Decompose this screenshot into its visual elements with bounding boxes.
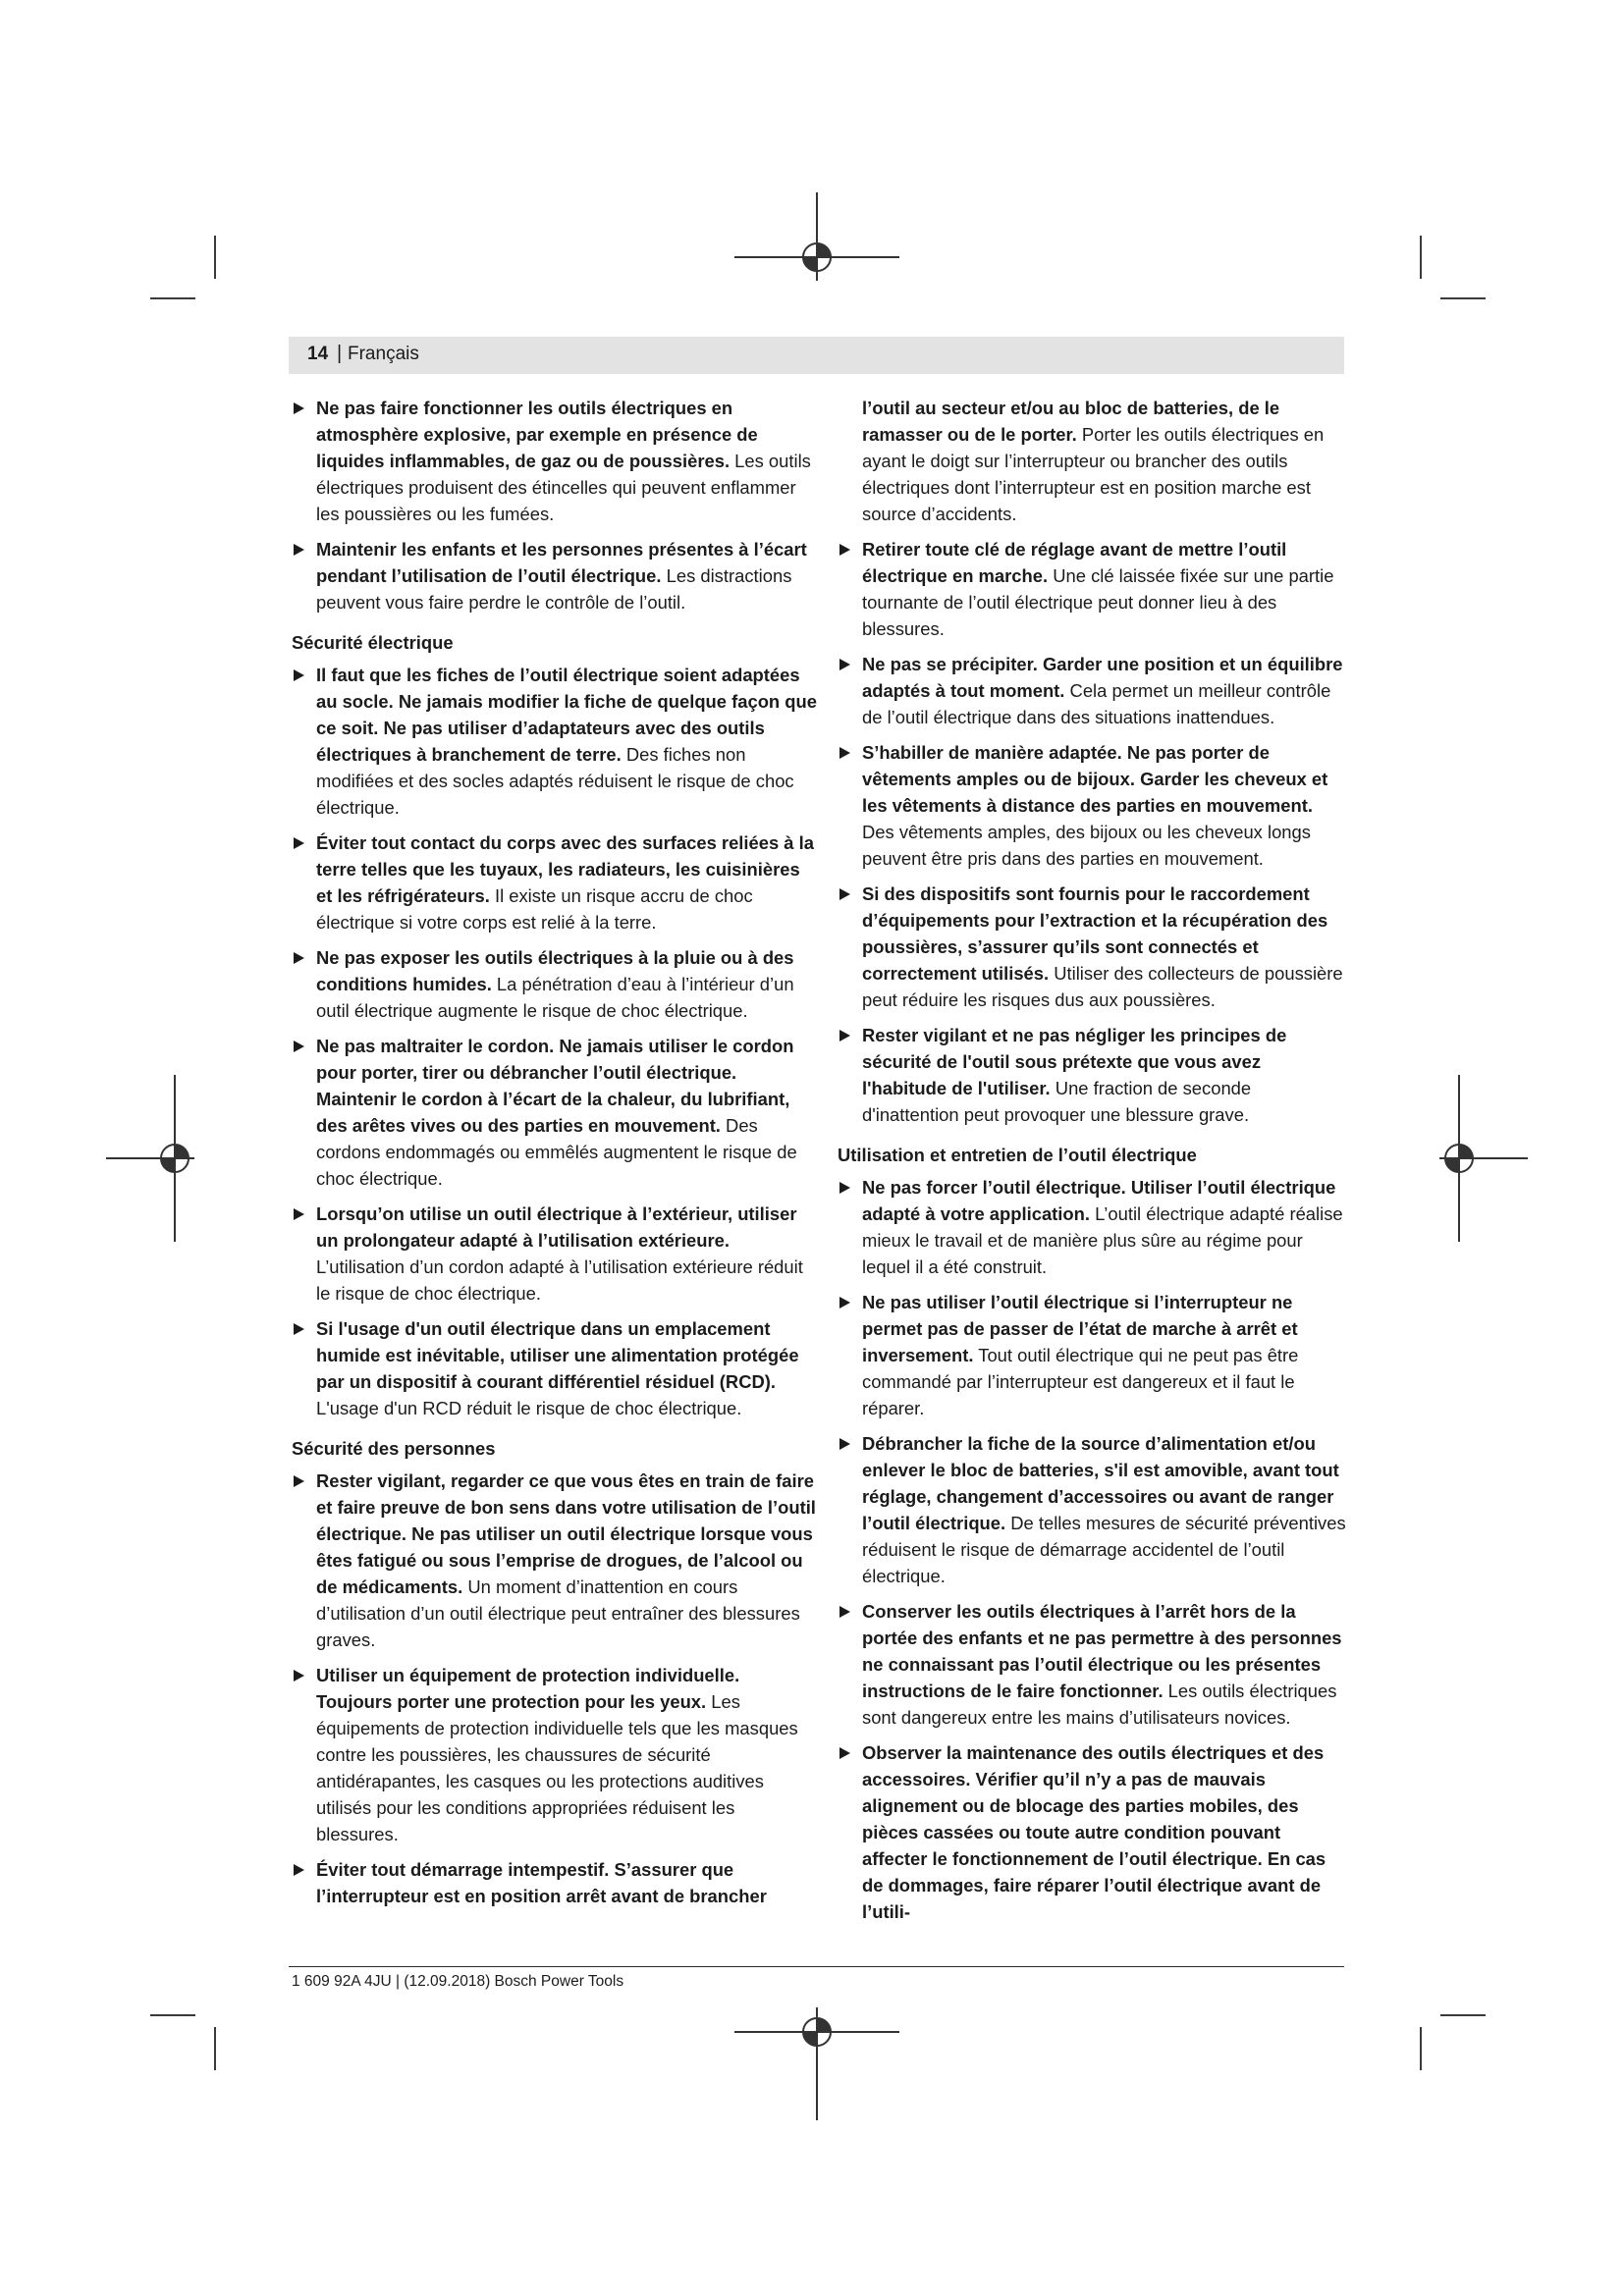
crop-mark-top-left-vertical — [214, 236, 216, 279]
list-item-bold-text: Rester vigilant, regarder ce que vous êtes en train de faire et faire preuve de bon sens dans votre utilisation de l’outil électrique. Ne pas utiliser un outil électrique lorsque vous êtes fatigué ou sous l’emprise de drogues, de l’alcool ou de médicaments. — [316, 1470, 816, 1597]
list-item-text: De telles mesures de sécurité préventives réduisent le risque de démarrage accidentel de l’outil électrique. — [862, 1513, 1346, 1586]
list-item-bold-text: Maintenir les enfants et les personnes présentes à l’écart pendant l’utilisation de l’outil électrique. — [316, 539, 807, 586]
list-item-text: Porter les outils électriques en ayant le doigt sur l’interrupteur ou brancher des outils électriques dont l’interrupteur est en position marche est source d’accidents. — [862, 424, 1325, 524]
list-item-bold-text: Lorsqu’on utilise un outil électrique à l’extérieur, utiliser un prolongateur adapté à l’utilisation extérieure. — [316, 1203, 797, 1251]
bullet-arrow-icon — [294, 1323, 304, 1335]
list-item — [838, 739, 1348, 872]
bullet-arrow-icon — [294, 837, 304, 849]
page-header-band — [289, 337, 1344, 374]
list-item-bold-text: Débrancher la fiche de la source d’alimentation et/ou enlever le bloc de batteries, s'il est amovible, avant tout réglage, changement d’accessoires ou avant de ranger l’outil électrique. — [862, 1433, 1339, 1533]
list-item-continued — [838, 395, 1348, 527]
crop-mark-bottom-right-vertical — [1420, 2027, 1422, 2070]
list-item-bold-text: Ne pas se précipiter. Garder une position et un équilibre adaptés à tout moment. — [862, 654, 1343, 701]
bullet-arrow-icon — [839, 1030, 850, 1041]
section-heading: Sécurité des personnes — [292, 1438, 496, 1459]
list-item-bold-text: Conserver les outils électriques à l’arrêt hors de la portée des enfants et ne pas permettre à des personnes ne connaissant pas l’outil électrique ou les présentes instructions de le faire fonctionner. — [862, 1601, 1342, 1701]
list-item — [292, 829, 818, 935]
list-item — [838, 651, 1348, 730]
list-item-text: Les distractions peuvent vous faire perdre le contrôle de l’outil. — [316, 565, 792, 613]
list-item — [292, 1468, 818, 1653]
list-item-text: Des fiches non modifiées et des socles adaptés réduisent le risque de choc électrique. — [316, 744, 794, 818]
list-item-bold-text: Il faut que les fiches de l’outil électrique soient adaptées au socle. Ne jamais modifier la fiche de quelque façon que ce soit. Ne pas utiliser d’adaptateurs avec des outils électriques à branchement de terre. — [316, 665, 817, 765]
list-item-text: Il existe un risque accru de choc électrique si votre corps est relié à la terre. — [316, 885, 753, 933]
registration-mark-bottom — [734, 2007, 899, 2120]
list-item-bold-text: Observer la maintenance des outils électriques et des accessoires. Vérifier qu’il n’y a pas de mauvais alignement ou de blocage des parties mobiles, des pièces cassées ou toute autre condition pouvant affecter le fonctionnement de l’outil électrique. En cas de dommages, faire réparer l’outil électrique avant de l’utili- — [862, 1742, 1326, 1922]
list-item-text: Des vêtements amples, des bijoux ou les cheveux longs peuvent être pris dans des parties en mouvement. — [862, 822, 1311, 869]
list-item-bold-text: S’habiller de manière adaptée. Ne pas porter de vêtements amples ou de bijoux. Garder les cheveux et les vêtements à distance des parties en mouvement. — [862, 742, 1328, 816]
list-item — [292, 1315, 818, 1421]
list-item-text: Les outils électriques produisent des étincelles qui peuvent enflammer les poussières ou les fumées. — [316, 451, 811, 524]
bullet-arrow-icon — [294, 544, 304, 556]
list-item — [838, 536, 1348, 642]
section-heading: Utilisation et entretien de l’outil électrique — [838, 1145, 1197, 1165]
crop-mark-bottom-right-horizontal — [1440, 2014, 1486, 2016]
registration-mark-left — [106, 1075, 194, 1242]
bullet-arrow-icon — [294, 1670, 304, 1682]
header-separator: | — [337, 343, 343, 364]
list-item-text: L’outil électrique adapté réalise mieux le travail et de manière plus sûre au régime pour lequel il a été construit. — [862, 1203, 1343, 1277]
registration-mark-top — [734, 192, 899, 281]
bullet-arrow-icon — [294, 1208, 304, 1220]
list-item-bold-text: Rester vigilant et ne pas négliger les principes de sécurité de l'outil sous prétexte que vous avez l'habitude de l'utiliser. — [862, 1025, 1287, 1098]
list-item-text: L'usage d'un RCD réduit le risque de choc électrique. — [316, 1398, 742, 1418]
bullet-arrow-icon — [294, 1041, 304, 1052]
bullet-arrow-icon — [839, 747, 850, 759]
list-item — [292, 662, 818, 821]
bullet-arrow-icon — [839, 1297, 850, 1308]
crop-mark-top-right-vertical — [1420, 236, 1422, 279]
bullet-arrow-icon — [839, 1182, 850, 1194]
list-item — [292, 1856, 818, 1909]
list-item — [292, 1201, 818, 1307]
bullet-arrow-icon — [839, 544, 850, 556]
registration-mark-right — [1439, 1075, 1528, 1242]
list-item — [838, 1289, 1348, 1421]
list-item-bold-text: Éviter tout démarrage intempestif. S’assurer que l’interrupteur est en position arrêt avant de brancher — [316, 1859, 767, 1906]
list-item-text: Utiliser des collecteurs de poussière peut réduire les risques dus aux poussières. — [862, 963, 1343, 1010]
footer-text: 1 609 92A 4JU | (12.09.2018) Bosch Power Tools — [292, 1973, 624, 1990]
crop-mark-top-left-horizontal — [150, 297, 195, 299]
list-item — [292, 1662, 818, 1847]
crop-mark-bottom-left-vertical — [214, 2027, 216, 2070]
list-item-text: Tout outil électrique qui ne peut pas être commandé par l’interrupteur est dangereux et il faut le réparer. — [862, 1345, 1299, 1418]
bullet-arrow-icon — [294, 402, 304, 414]
list-item-text: L’utilisation d’un cordon adapté à l’utilisation extérieure réduit le risque de choc électrique. — [316, 1256, 803, 1304]
list-item-bold-text: Ne pas faire fonctionner les outils électriques en atmosphère explosive, par exemple en présence de liquides inflammables, de gaz ou de poussières. — [316, 398, 758, 471]
list-item — [838, 1739, 1348, 1925]
list-item-bold-text: Éviter tout contact du corps avec des surfaces reliées à la terre telles que les tuyaux, les radiateurs, les cuisinières et les réfrigérateurs. — [316, 832, 814, 906]
list-item — [292, 395, 818, 527]
list-item-text: Les équipements de protection individuelle tels que les masques contre les poussières, les chaussures de sécurité antidérapantes, les casques ou les protections auditives utilisés pour les conditions appropriées réduisent les blessures. — [316, 1691, 798, 1844]
list-item-text: Des cordons endommagés ou emmêlés augmentent le risque de choc électrique. — [316, 1115, 797, 1189]
bullet-arrow-icon — [294, 669, 304, 681]
list-item — [838, 1598, 1348, 1731]
bullet-arrow-icon — [294, 1475, 304, 1487]
bullet-arrow-icon — [839, 888, 850, 900]
list-item-bold-text: l’outil au secteur et/ou au bloc de batteries, de le ramasser ou de le porter. — [862, 398, 1280, 445]
list-item-bold-text: Ne pas utiliser l’outil électrique si l’interrupteur ne permet pas de passer de l’état de marche à arrêt et inversement. — [862, 1292, 1298, 1365]
header-language: Français — [348, 344, 419, 364]
list-item-bold-text: Si l'usage d'un outil électrique dans un emplacement humide est inévitable, utiliser une alimentation protégée par un dispositif à courant différentiel résiduel (RCD). — [316, 1318, 799, 1392]
list-item-bold-text: Utiliser un équipement de protection individuelle. Toujours porter une protection pour les yeux. — [316, 1665, 740, 1712]
list-item-text: Les outils électriques sont dangereux entre les mains d’utilisateurs novices. — [862, 1681, 1337, 1728]
bullet-arrow-icon — [294, 1864, 304, 1876]
list-item-text: Cela permet un meilleur contrôle de l’outil électrique dans des situations inattendues. — [862, 680, 1331, 727]
bullet-arrow-icon — [839, 1606, 850, 1618]
footer-rule — [289, 1966, 1344, 1967]
bullet-arrow-icon — [839, 1747, 850, 1759]
list-item-text: Une fraction de seconde d'inattention peut provoquer une blessure grave. — [862, 1078, 1252, 1125]
list-item — [292, 944, 818, 1024]
list-item — [838, 1174, 1348, 1280]
list-item — [838, 881, 1348, 1013]
list-item-bold-text: Retirer toute clé de réglage avant de mettre l’outil électrique en marche. — [862, 539, 1287, 586]
bullet-arrow-icon — [294, 952, 304, 964]
list-item — [838, 1022, 1348, 1128]
list-item-text: La pénétration d’eau à l’intérieur d’un outil électrique augmente le risque de choc électrique. — [316, 974, 794, 1021]
crop-mark-top-right-horizontal — [1440, 297, 1486, 299]
left-column — [292, 395, 818, 1918]
page-number: 14 — [307, 344, 329, 364]
list-item-text: Un moment d’inattention en cours d’utilisation d’un outil électrique peut entraîner des blessures graves. — [316, 1576, 800, 1650]
list-item — [292, 1033, 818, 1192]
crop-mark-bottom-left-horizontal — [150, 2014, 195, 2016]
section-heading: Sécurité électrique — [292, 632, 454, 653]
list-item-bold-text: Si des dispositifs sont fournis pour le raccordement d’équipements pour l’extraction et la récupération des poussières, s’assurer qu’ils sont connectés et correctement utilisés. — [862, 883, 1328, 984]
list-item-bold-text: Ne pas exposer les outils électriques à la pluie ou à des conditions humides. — [316, 947, 794, 994]
right-column — [838, 395, 1348, 1934]
list-item-bold-text: Ne pas forcer l’outil électrique. Utiliser l’outil électrique adapté à votre application. — [862, 1177, 1336, 1224]
list-item — [292, 536, 818, 615]
list-item — [838, 1430, 1348, 1589]
list-item-bold-text: Ne pas maltraiter le cordon. Ne jamais utiliser le cordon pour porter, tirer ou débrancher l’outil électrique. Maintenir le cordon à l’écart de la chaleur, du lubrifiant, des arêtes vives ou des parties en mouvement. — [316, 1036, 794, 1136]
bullet-arrow-icon — [839, 1438, 850, 1450]
bullet-arrow-icon — [839, 659, 850, 670]
list-item-text: Une clé laissée fixée sur une partie tournante de l’outil électrique peut donner lieu à des blessures. — [862, 565, 1334, 639]
